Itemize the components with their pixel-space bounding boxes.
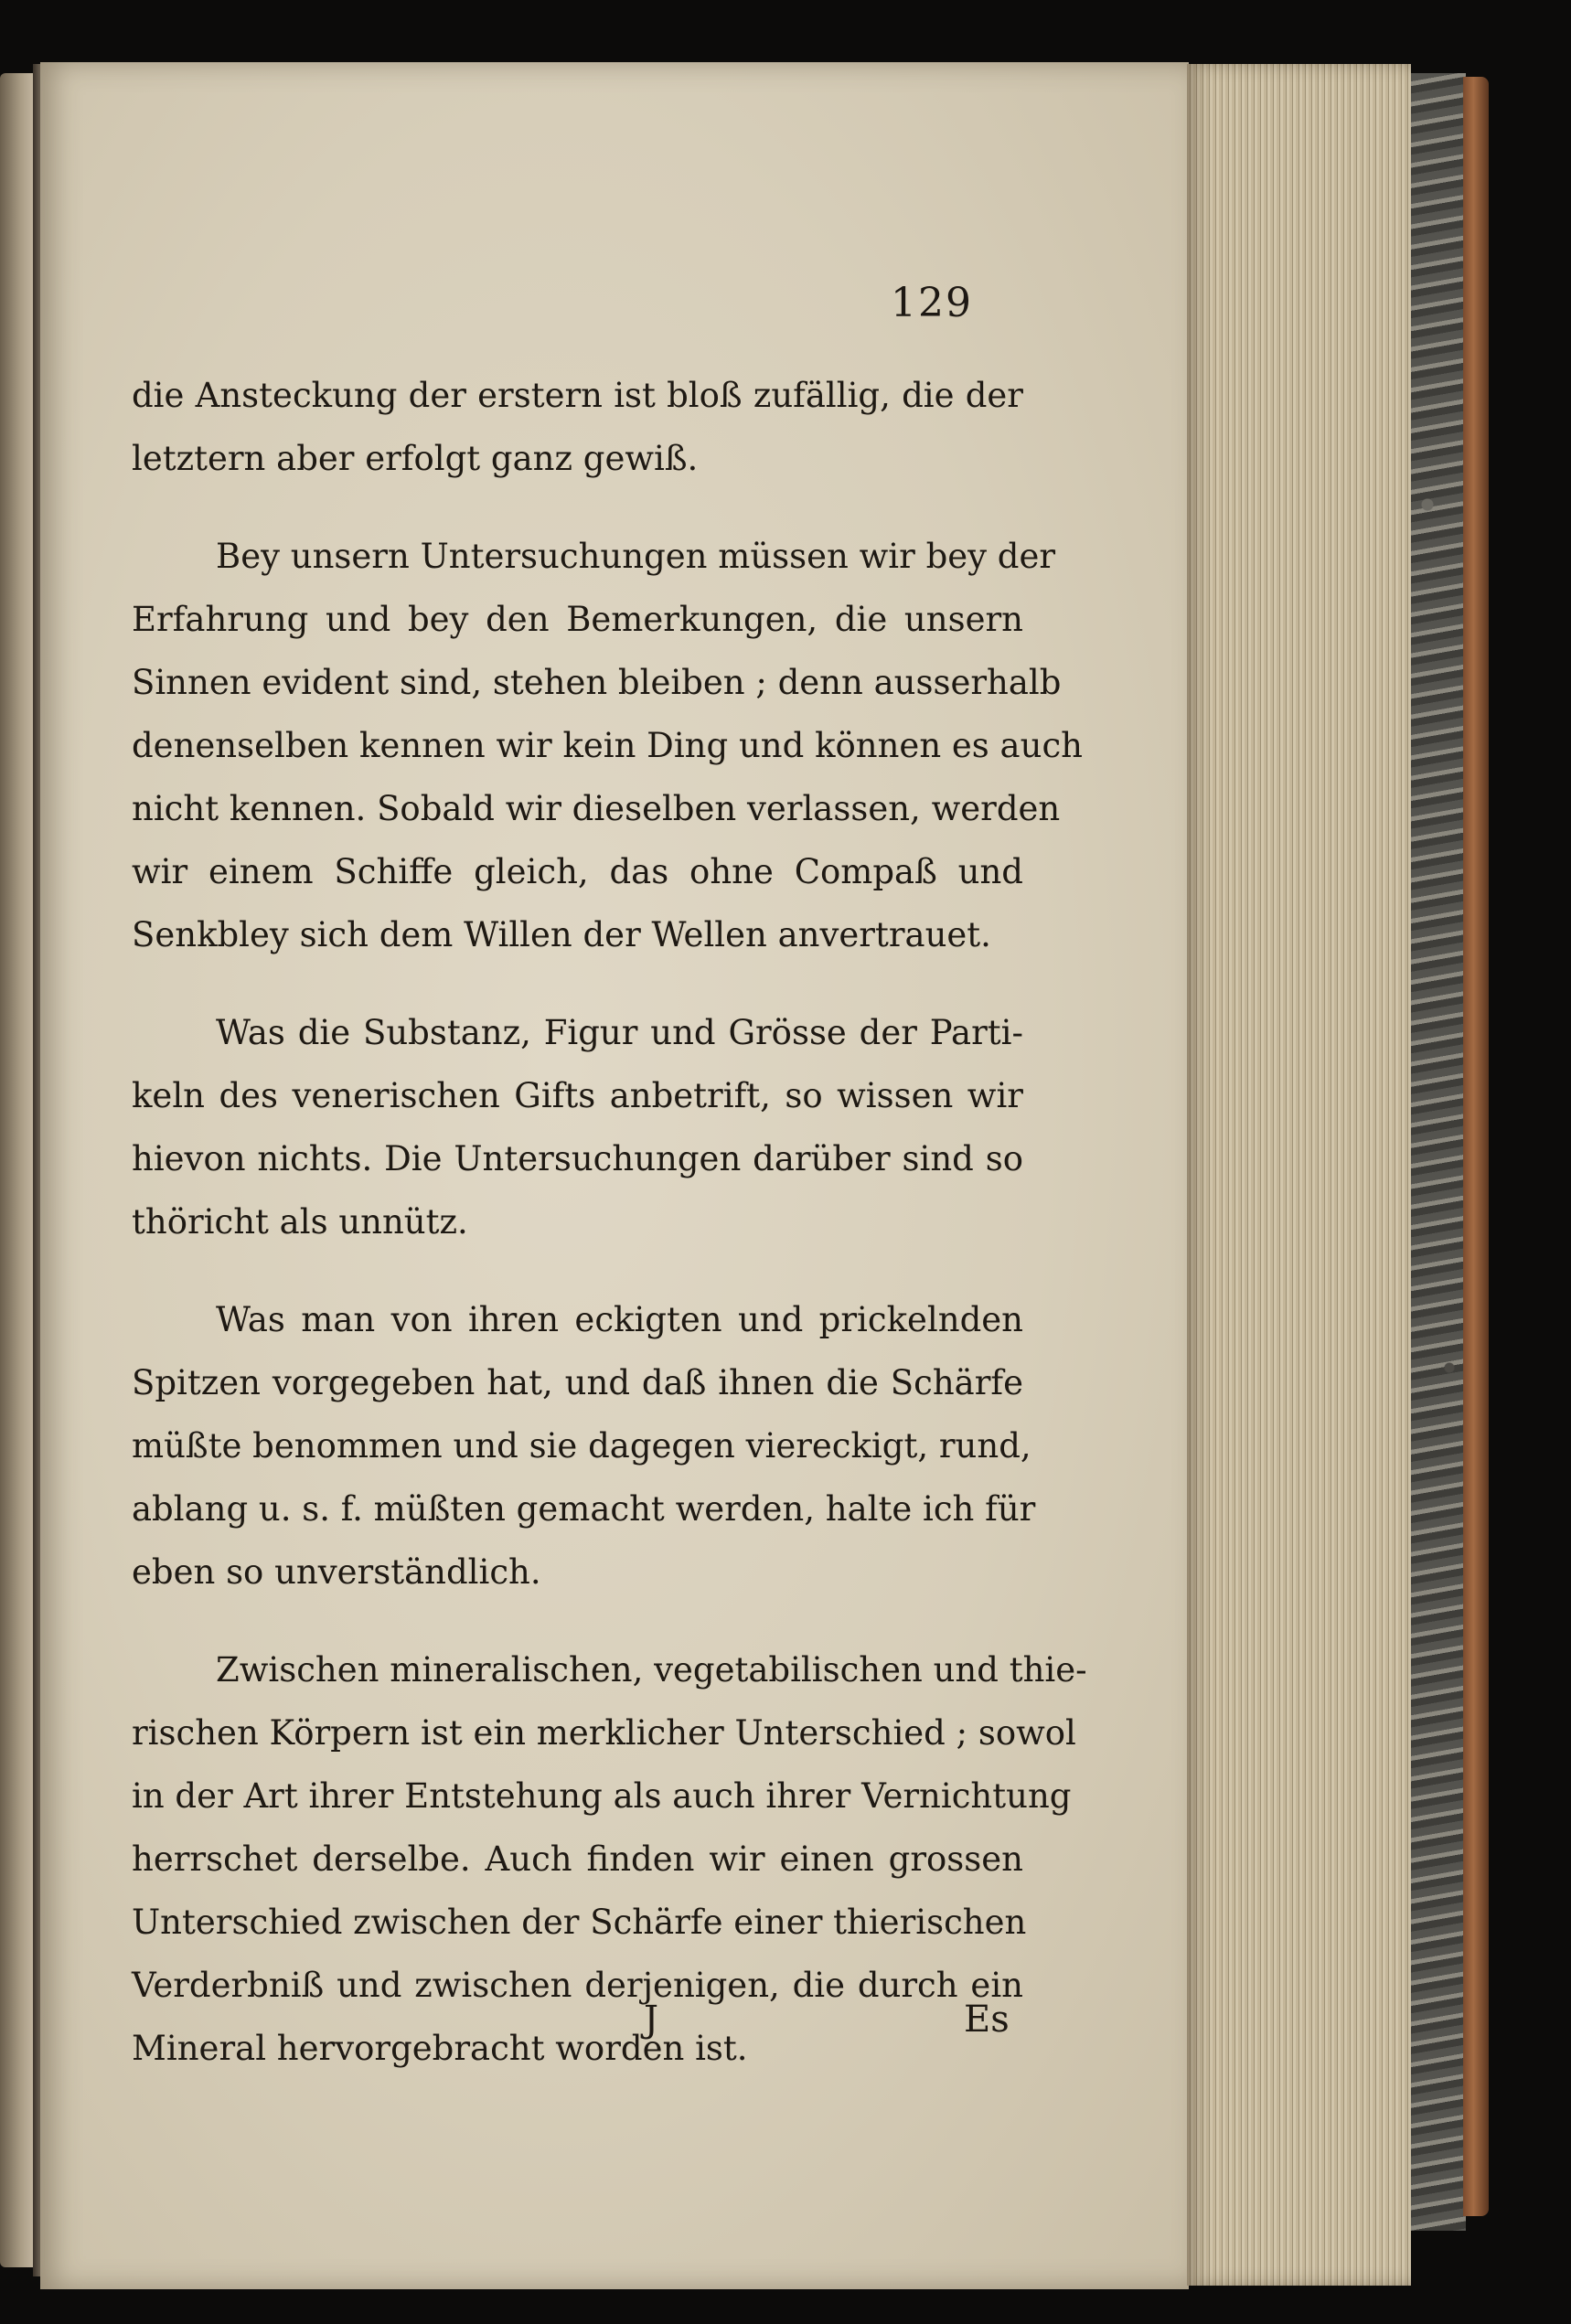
text-line: Spitzen vorgegeben hat, und daß ihnen die Schärfe <box>132 1363 1023 1402</box>
text-line: Senkbley sich dem Willen der Wellen anvertrauet. <box>132 915 991 954</box>
text-line: letztern aber erfolgt ganz gewiß. <box>132 439 699 478</box>
text-line: Mineral hervorgebracht worden ist. <box>132 2029 748 2068</box>
text-line: Erfahrung und bey den Bemerkungen, die unsern <box>132 600 1023 639</box>
text-line: keln des venerischen Gifts anbetrift, so wissen wir <box>132 1076 1023 1115</box>
paragraph-2 <box>132 525 1083 966</box>
text-line: in der Art ihrer Entstehung als auch ihrer Vernichtung <box>132 1776 1072 1816</box>
leather-spine-edge <box>1463 77 1489 2216</box>
text-line: Was man von ihren eckigten und prickelnden <box>216 1300 1023 1339</box>
text-line: denenselben kennen wir kein Ding und können es auch <box>132 726 1083 765</box>
text-line: nicht kennen. Sobald wir dieselben verlassen, werden <box>132 789 1061 828</box>
text-line: Zwischen mineralischen, vegetabilischen und thie- <box>216 1650 1087 1690</box>
text-line: ablang u. s. f. müßten gemacht werden, halte ich für <box>132 1489 1036 1529</box>
text-line: Bey unsern Untersuchungen müssen wir bey der <box>216 537 1056 576</box>
page-number: 129 <box>891 280 973 326</box>
text-line: Verderbniß und zwischen derjenigen, die durch ein <box>132 1966 1023 2005</box>
text-line: wir einem Schiffe gleich, das ohne Compaß und <box>132 852 1023 891</box>
page-footer <box>40 1999 1189 2063</box>
text-line: Was die Substanz, Figur und Grösse der Parti- <box>216 1013 1023 1052</box>
paragraph-4 <box>132 1288 1036 1604</box>
catchword: Es <box>964 1999 1010 2041</box>
text-line: thöricht als unnütz. <box>132 1202 468 1242</box>
paragraph-3 <box>132 1001 1023 1253</box>
paragraph-1 <box>132 364 1023 490</box>
page-block-edges <box>1187 64 1411 2286</box>
text-line: hievon nichts. Die Untersuchungen darüber sind so <box>132 1139 1023 1178</box>
text-line: rischen Körpern ist ein merklicher Unterschied ; sowol <box>132 1713 1076 1753</box>
signature-mark: J <box>644 1999 659 2041</box>
text-line: müßte benommen und sie dagegen viereckigt, rund, <box>132 1426 1031 1466</box>
book-page <box>40 62 1189 2289</box>
page-text <box>132 364 1087 2080</box>
previous-page-edge <box>0 73 37 2267</box>
text-line: eben so unverständlich. <box>132 1552 541 1592</box>
text-line: Sinnen evident sind, stehen bleiben ; denn ausserhalb <box>132 663 1062 702</box>
text-line: Unterschied zwischen der Schärfe einer thierischen <box>132 1903 1027 1942</box>
text-line: die Ansteckung der erstern ist bloß zufällig, die der <box>132 376 1023 415</box>
marbled-cover-board <box>1411 73 1466 2231</box>
text-line: herrschet derselbe. Auch finden wir einen grossen <box>132 1839 1023 1879</box>
